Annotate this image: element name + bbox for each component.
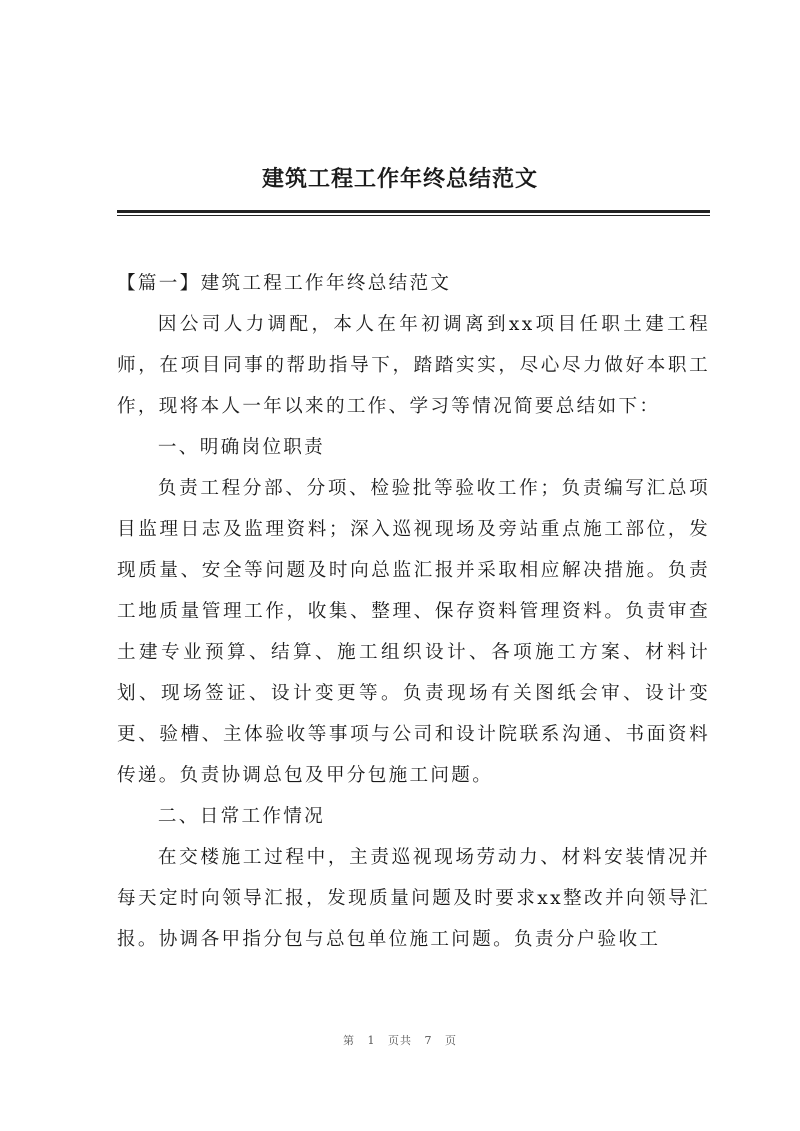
section-heading: 【篇一】建筑工程工作年终总结范文: [117, 273, 452, 294]
title-rule-thin: [117, 215, 710, 216]
page-footer: 第 1 页共 7 页: [343, 1034, 457, 1047]
subheading-daily-work: 二、日常工作情况: [157, 806, 326, 827]
title-rule-thick: [117, 210, 710, 213]
subheading-responsibilities: 一、明确岗位职责: [157, 437, 326, 458]
intro-paragraph: 因公司人力调配，本人在年初调离到xx项目任职土建工程师，在项目同事的帮助指导下，踏踏实实，尽心尽力做好本职工作，现将本人一年以来的工作、学习等情况简要总结如下：: [117, 314, 710, 417]
document-title: 建筑工程工作年终总结范文: [261, 166, 538, 192]
document-body: [117, 263, 710, 960]
responsibilities-paragraph: 负责工程分部、分项、检验批等验收工作；负责编写汇总项目监理日志及监理资料；深入巡视现场及旁站重点施工部位，发现质量、安全等问题及时向总监汇报并采取相应解决措施。负责工地质量管理工作，收集、整理、保存资料管理资料。负责审查土建专业预算、结算、施工组织设计、各项施工方案、材料计划、现场签证、设计变更等。负责现场有关图纸会审、设计变更、验槽、主体验收等事项与公司和设计院联系沟通、书面资料传递。负责协调总包及甲分包施工问题。: [117, 478, 710, 786]
daily-work-paragraph: 在交楼施工过程中，主责巡视现场劳动力、材料安装情况并每天定时向领导汇报，发现质量问题及时要求xx整改并向领导汇报。协调各甲指分包与总包单位施工问题。负责分户验收工: [117, 847, 710, 950]
